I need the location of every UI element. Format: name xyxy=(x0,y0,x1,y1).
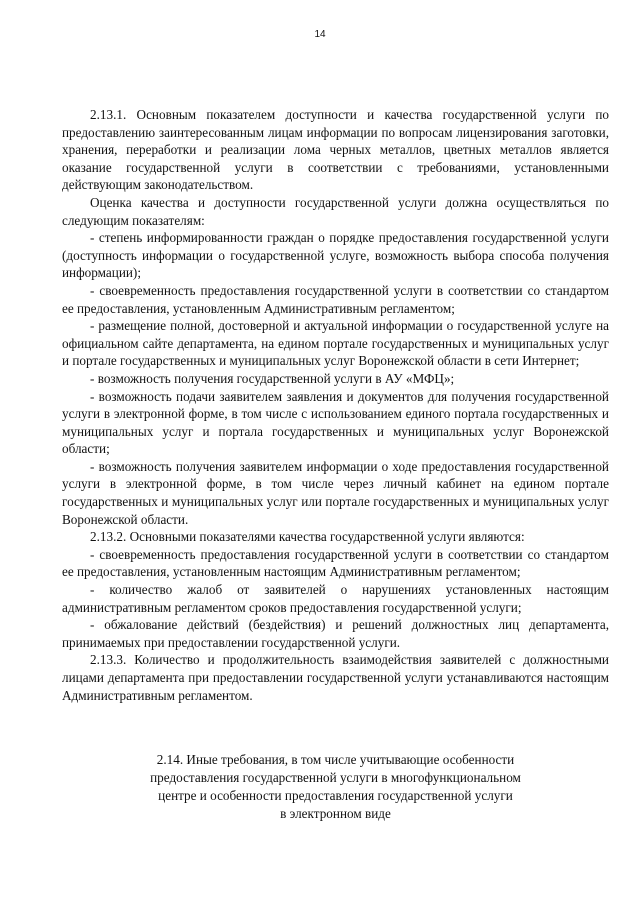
paragraph-quality-assessment: Оценка качества и доступности государственной услуги должна осуществляться по следующим показателям: xyxy=(62,194,609,228)
section-heading-2-14 xyxy=(62,751,609,823)
list-item-appeals: - обжалование действий (бездействия) и решений должностных лиц департамента, принимаемых при предоставлении государственной услуги. xyxy=(62,617,609,650)
document-body xyxy=(62,106,609,704)
paragraph-2-13-1: 2.13.1. Основным показателем доступности и качества государственной услуги по предоставлению заинтересованным лицам информации по вопросам лицензирования заготовки, хранения, переработки и реализации лома черных металлов, цветных металлов является оказание государственной услуги в соответствии с требованиями, установленными действующим законодательством. xyxy=(62,107,609,193)
list-item-complaints: - количество жалоб от заявителей о нарушениях установленных настоящим административным регламентом сроков предоставления государственной услуги; xyxy=(62,582,609,615)
list-item-informedness: - степень информированности граждан о порядке предоставления государственной услуги (доступность информации о государственной услуге, возможность выбора способа получения информации); xyxy=(62,230,609,281)
list-item-info-placement: - размещение полной, достоверной и актуальной информации о государственной услуге на официальном сайте департамента, на едином портале государственных и муниципальных услуг и портале государственных и муниципальных услуг Воронежской области в сети Интернет; xyxy=(62,318,609,369)
heading-line: 2.14. Иные требования, в том числе учитывающие особенности xyxy=(156,752,515,767)
list-item-timeliness: - своевременность предоставления государственной услуги в соответствии со стандартом ее предоставления, установленным Административным регламентом; xyxy=(62,282,609,316)
list-item-electronic-status: - возможность получения заявителем информации о ходе предоставления государственной услуги в электронной форме, в том числе через личный кабинет на едином портале государственных и муниципальных услуг или портале государственных и муниципальных услуг Воронежской области. xyxy=(62,458,609,527)
list-item-mfc: - возможность получения государственной услуги в АУ «МФЦ»; xyxy=(90,370,455,386)
heading-line: в электронном виде xyxy=(280,806,391,821)
list-item-timeliness-2: - своевременность предоставления государственной услуги в соответствии со стандартом ее предоставления, установленным настоящим Административным регламентом; xyxy=(62,546,609,580)
paragraph-2-13-2: 2.13.2. Основными показателями качества государственной услуги являются: xyxy=(90,529,525,545)
heading-line: центре и особенности предоставления государственной услуги xyxy=(158,788,513,803)
paragraph-2-13-3: 2.13.3. Количество и продолжительность взаимодействия заявителей с должностными лицами департамента при предоставлении государственной услуги устанавливаются настоящим Административным регламентом. xyxy=(62,652,609,703)
list-item-electronic-submission: - возможность подачи заявителем заявления и документов для получения государственной услуги в электронной форме, в том числе с использованием единого портала государственных и муниципальных услуг и портала государственных и муниципальных услуг Воронежской области; xyxy=(62,388,609,457)
heading-line: предоставления государственной услуги в многофункциональном xyxy=(150,770,521,785)
page-number: 14 xyxy=(314,29,326,40)
